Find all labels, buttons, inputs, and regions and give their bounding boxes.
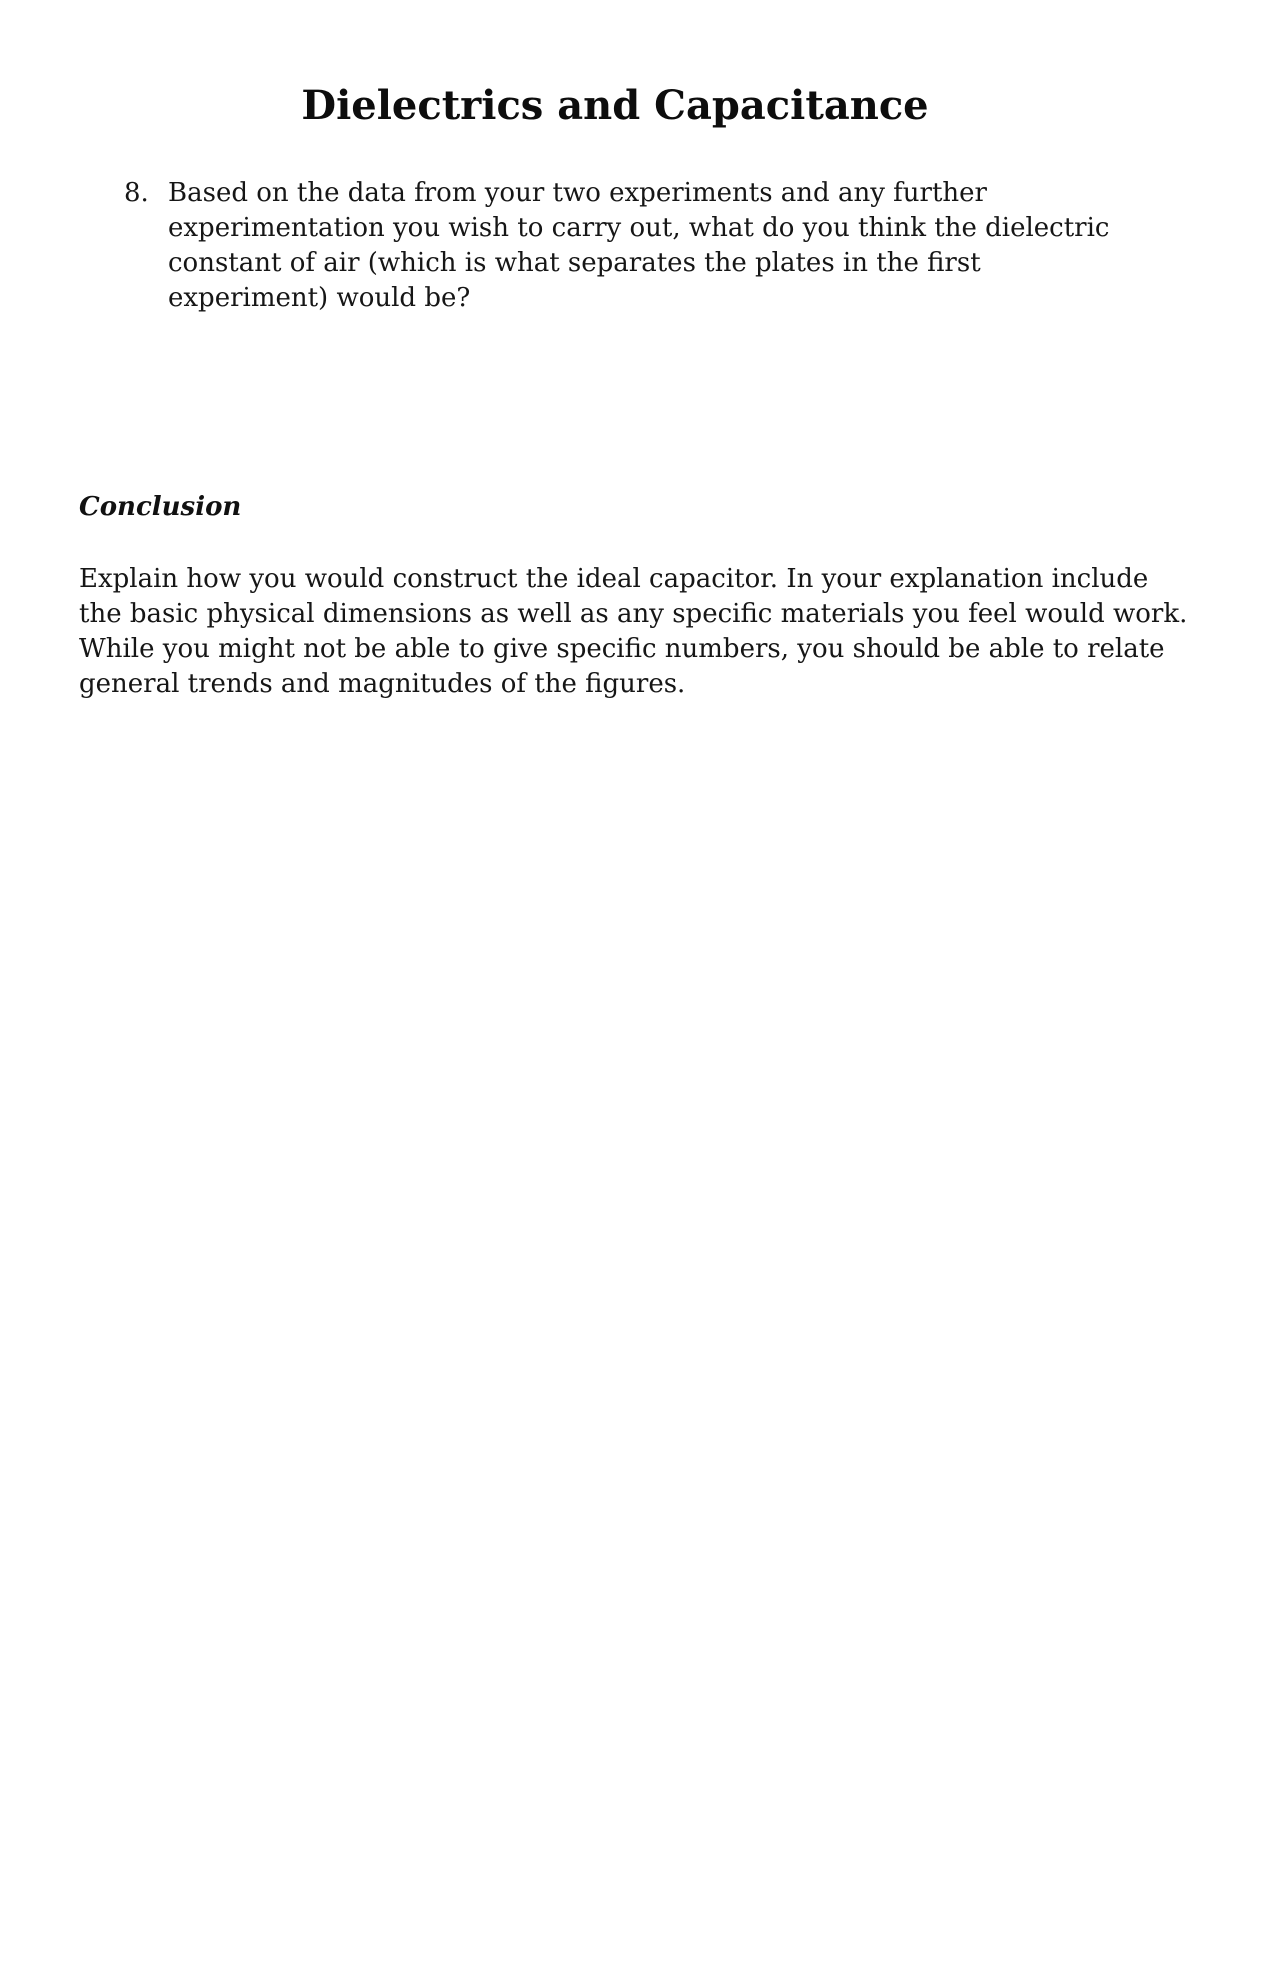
conclusion-paragraph: Explain how you would construct the ideal capacitor. In your explanation include the basic physical dimensions as well as any specific materials you feel would work. While you might not be able to give specific numbers, you should be able to relate general trends and magnitudes of the figures. bbox=[79, 564, 1188, 699]
conclusion-heading: Conclusion bbox=[79, 492, 242, 522]
page-title: Dielectrics and Capacitance bbox=[301, 82, 929, 129]
question-item bbox=[124, 176, 1124, 316]
question-number: 8. bbox=[124, 178, 149, 208]
question-text: Based on the data from your two experiments and any further experimentation you wish to carry out, what do you think the dielectric constant of air (which is what separates the plates in the first experiment) would be? bbox=[168, 178, 1110, 313]
